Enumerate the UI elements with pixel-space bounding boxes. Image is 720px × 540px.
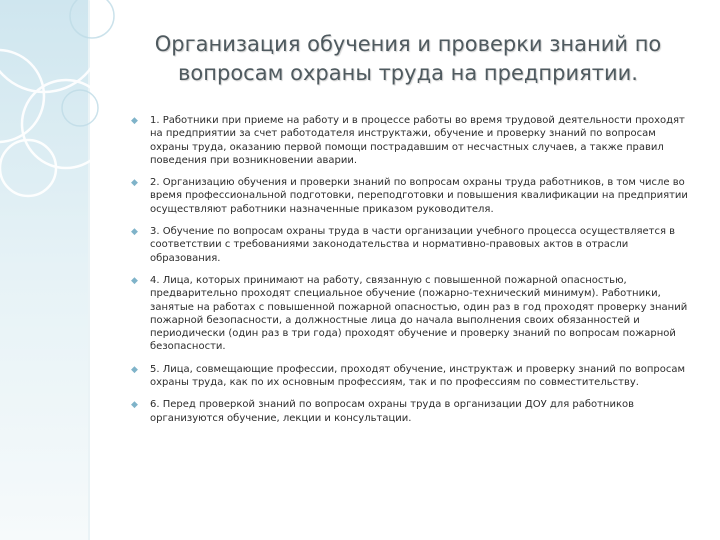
bullet-list: [125, 114, 697, 434]
diamond-bullet-icon: ◆: [131, 364, 138, 375]
list-item: [125, 225, 697, 265]
list-item: [125, 363, 697, 390]
list-item-text: 6. Перед проверкой знаний по вопросам охраны труда в организации ДОУ для работников организуются обучение, лекции и консультации.: [150, 399, 635, 424]
diamond-bullet-icon: ◆: [131, 275, 138, 286]
list-item-text: 5. Лица, совмещающие профессии, проходят обучение, инструктаж и проверку знаний по вопросам охраны труда, как по их основным профессиям, так и по профессиям по совместительству.: [150, 363, 686, 389]
list-item-text: 2. Организацию обучения и проверки знаний по вопросам охраны труда работников, в том числе во время профессиональной подготовки, переподготовки и повышения квалификации на предприятии осуществляют работники назначенные приказом руководителя.: [150, 177, 688, 215]
list-item-text: 1. Работники при приеме на работу и в процессе работы во время трудовой деятельности проходят на предприятии за счет работодателя инструктажи, обучение и проверку знаний по вопросам охраны труда, оказанию первой помощи пострадавшим от несчастных случаев, а также правил поведения при возникновении аварии.: [150, 115, 685, 166]
diamond-bullet-icon: ◆: [131, 400, 138, 411]
diamond-bullet-icon: ◆: [131, 178, 138, 189]
diamond-bullet-icon: ◆: [131, 227, 138, 238]
list-item-text: 3. Обучение по вопросам охраны труда в части организации учебного процесса осуществляется в соответствии с требованиями законодательства и нормативно-правовых актов в отрасли образования.: [150, 226, 676, 264]
list-item: [125, 274, 697, 354]
list-item: [125, 398, 697, 425]
list-item: [125, 176, 697, 216]
list-item-text: 4. Лица, которых принимают на работу, связанную с повышенной пожарной опасностью, предварительно проходят специальное обучение (пожарно-технический минимум). Работники, занятые на работах с повышенной пожарной опасностью, один раз в год проходят проверку знаний пожарной безопасности, а должностные лица до начала выполнения своих обязанностей и периодически (один раз в три года) проходят обучение и проверку знаний по вопросам пожарной безопасности.: [150, 274, 688, 353]
slide-title: Организация обучения и проверки знаний по вопросам охраны труда на предприятии.: [154, 32, 662, 85]
list-item: [125, 114, 697, 167]
diamond-bullet-icon: ◆: [131, 116, 138, 126]
